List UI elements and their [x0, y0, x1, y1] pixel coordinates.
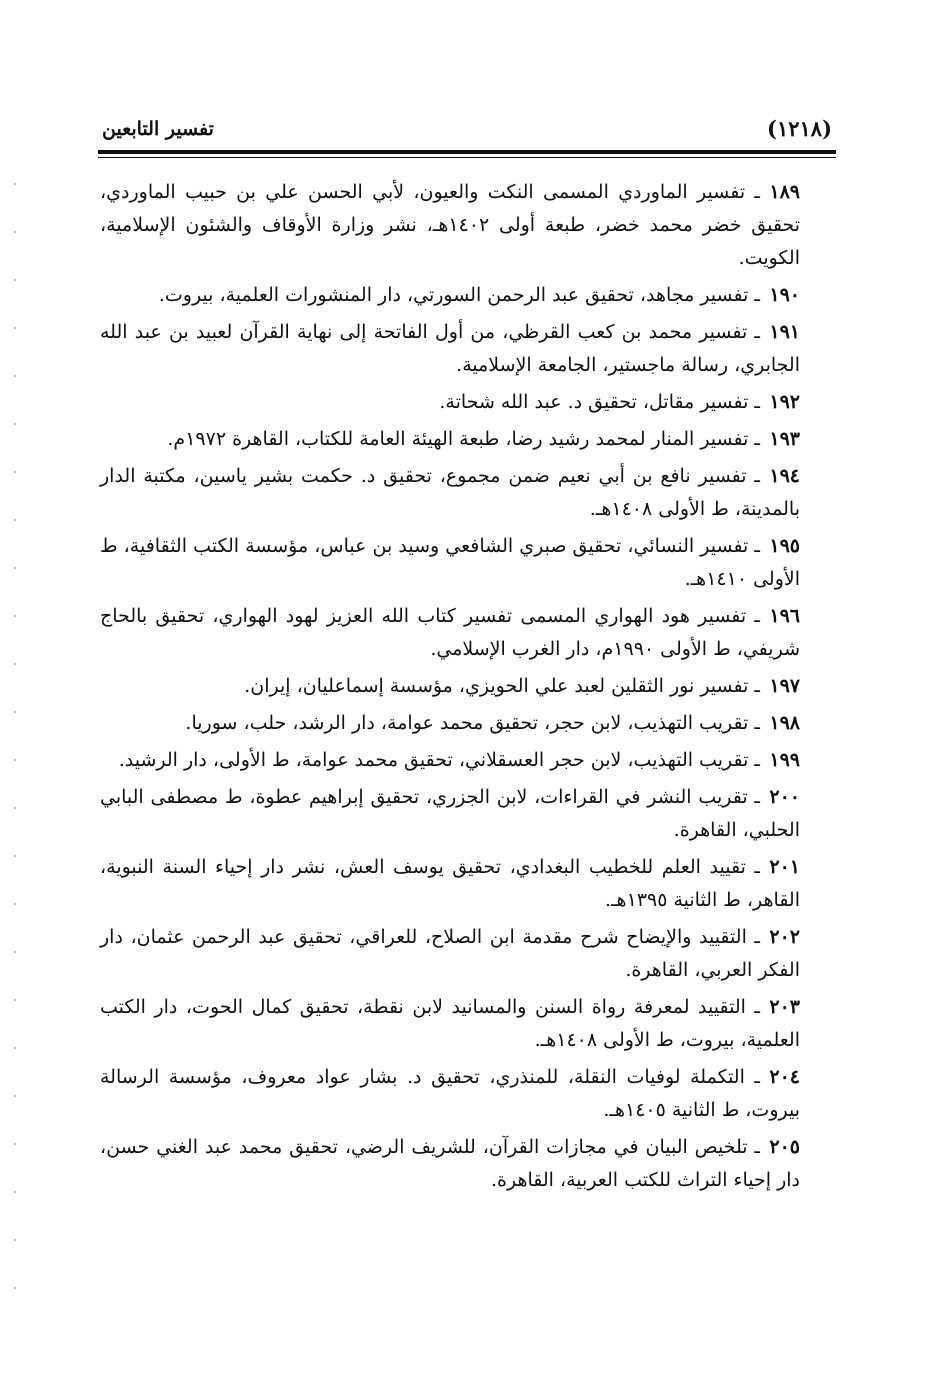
entry-text: ـ التكملة لوفيات النقلة، للمنذري، تحقيق د. بشار عواد معروف، مؤسسة الرسالة بيروت، ط الثانية ١٤٠٥هـ.	[100, 1066, 800, 1121]
bibliography-entry	[100, 279, 800, 312]
page-header	[98, 112, 836, 148]
bibliography-entry	[100, 851, 800, 917]
bibliography-entry	[100, 744, 800, 777]
entry-text: ـ تفسير النسائي، تحقيق صبري الشافعي وسيد بن عباس، مؤسسة الكتب الثقافية، ط الأولى ١٤١٠هـ.	[100, 535, 800, 590]
bibliography-entry	[100, 1061, 800, 1127]
bibliography-entry	[100, 781, 800, 847]
bibliography-entry	[100, 423, 800, 456]
entry-number: ١٩٩	[769, 749, 800, 771]
entry-number: ١٩٠	[769, 284, 800, 306]
entry-number: ١٩٥	[769, 535, 800, 557]
bibliography-entry	[100, 670, 800, 703]
header-rule-thin	[98, 157, 836, 158]
entry-text: ـ تفسير مقاتل، تحقيق د. عبد الله شحاتة.	[439, 391, 760, 413]
entry-text: ـ تقييد العلم للخطيب البغدادي، تحقيق يوسف العش، نشر دار إحياء السنة النبوية، القاهر، ط الثانية ١٣٩٥هـ.	[100, 856, 800, 911]
bibliography-entry	[100, 316, 800, 382]
bibliography-entry	[100, 460, 800, 526]
bibliography-entry	[100, 991, 800, 1057]
entry-text: ـ التقييد والإيضاح شرح مقدمة ابن الصلاح، للعراقي، تحقيق عبد الرحمن عثمان، دار الفكر العربي، القاهرة.	[100, 926, 800, 981]
bibliography-entry	[100, 176, 800, 275]
entry-number: ٢٠١	[769, 856, 800, 878]
entry-text: ـ تفسير المنار لمحمد رشيد رضا، طبعة الهيئة العامة للكتاب، القاهرة ١٩٧٢م.	[167, 428, 760, 450]
bibliography-entry	[100, 386, 800, 419]
entry-text: ـ تفسير نور الثقلين لعبد علي الحويزي، مؤسسة إسماعليان، إيران.	[244, 675, 760, 697]
bibliography-list	[100, 176, 800, 1201]
bibliography-entry	[100, 921, 800, 987]
bibliography-entry	[100, 707, 800, 740]
bibliography-entry	[100, 600, 800, 666]
entry-number: ١٩٢	[769, 391, 800, 413]
running-title: تفسير التابعين	[102, 118, 214, 140]
entry-text: ـ التقييد لمعرفة رواة السنن والمسانيد لابن نقطة، تحقيق كمال الحوت، دار الكتب العلمية، بيروت، ط الأولى ١٤٠٨هـ.	[100, 996, 800, 1051]
entry-text: ـ تقريب النشر في القراءات، لابن الجزري، تحقيق إبراهيم عطوة، ط مصطفى البابي الحلبي، القاهرة.	[100, 786, 800, 841]
entry-text: ـ تقريب التهذيب، لابن حجر العسقلاني، تحقيق محمد عوامة، ط الأولى، دار الرشيد.	[118, 749, 760, 771]
header-rule	[98, 150, 836, 154]
entry-text: ـ تفسير مجاهد، تحقيق عبد الرحمن السورتي، دار المنشورات العلمية، بيروت.	[158, 284, 760, 306]
entry-text: ـ تفسير هود الهواري المسمى تفسير كتاب الله العزيز لهود الهواري، تحقيق بالحاج شريفي، ط الأولى ١٩٩٠م، دار الغرب الإسلامي.	[100, 605, 800, 660]
bibliography-entry	[100, 1131, 800, 1197]
entry-number: ٢٠٤	[769, 1066, 800, 1088]
entry-number: ١٩٦	[769, 605, 800, 627]
entry-number: ١٩٣	[769, 428, 800, 450]
entry-number: ٢٠٢	[769, 926, 800, 948]
entry-text: ـ تفسير الماوردي المسمى النكت والعيون، لأبي الحسن علي بن حبيب الماوردي، تحقيق خضر محمد خضر، طبعة أولى ١٤٠٢هـ، نشر وزارة الأوقاف والشئون الإسلامية، الكويت.	[100, 181, 800, 269]
entry-number: ١٨٩	[769, 181, 800, 203]
entry-number: ٢٠٣	[769, 996, 800, 1018]
entry-number: ٢٠٥	[769, 1136, 800, 1158]
entry-number: ٢٠٠	[769, 786, 800, 808]
entry-text: ـ تقريب التهذيب، لابن حجر، تحقيق محمد عوامة، دار الرشد، حلب، سوريا.	[185, 712, 760, 734]
page-edge-dots	[12, 160, 18, 1290]
entry-text: ـ تلخيص البيان في مجازات القرآن، للشريف الرضي، تحقيق محمد عبد الغني حسن، دار إحياء التراث للكتب العربية، القاهرة.	[100, 1136, 800, 1191]
entry-number: ١٩٧	[769, 675, 800, 697]
entry-number: ١٩١	[769, 321, 800, 343]
entry-number: ١٩٨	[769, 712, 800, 734]
entry-text: ـ تفسير نافع بن أبي نعيم ضمن مجموع، تحقيق د. حكمت بشير ياسين، مكتبة الدار بالمدينة، ط الأولى ١٤٠٨هـ.	[100, 465, 800, 520]
entry-text: ـ تفسير محمد بن كعب القرظي، من أول الفاتحة إلى نهاية القرآن لعبيد بن عبد الله الجابري، رسالة ماجستير، الجامعة الإسلامية.	[100, 321, 800, 376]
page-number: (١٢١٨)	[767, 116, 832, 141]
bibliography-entry	[100, 530, 800, 596]
entry-number: ١٩٤	[769, 465, 800, 487]
